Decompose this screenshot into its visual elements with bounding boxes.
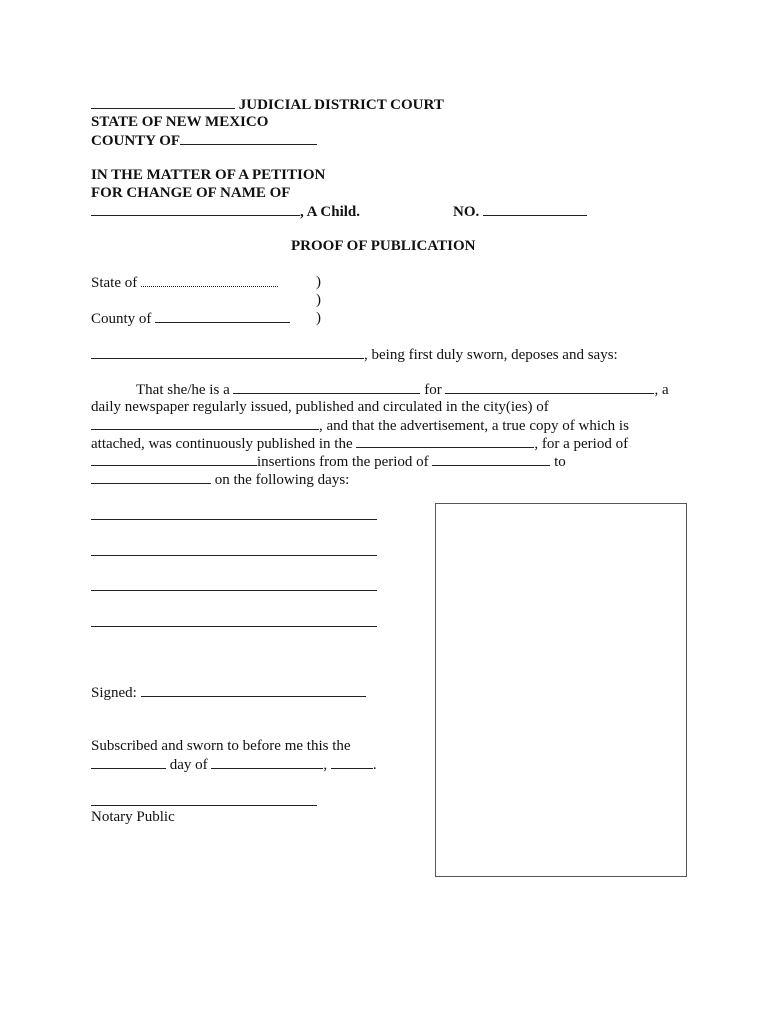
venue-county-label: County of [91,311,152,327]
that-text: That she/he is a [136,382,230,398]
case-number-line [453,202,587,221]
advertisement-box [435,503,687,877]
day-of-text: day of [169,757,208,773]
sworn-text: , being first duly sworn, deposes and says: [364,347,618,363]
role-blank[interactable] [233,380,420,394]
venue-county-blank[interactable] [155,309,290,323]
subscribed-text: Subscribed and sworn to before me this the [91,738,351,754]
venue-state-label: State of [91,275,138,291]
date-line [91,755,377,774]
court-title: JUDICIAL DISTRICT COURT [238,97,444,113]
city-blank[interactable] [91,416,319,430]
signed-label: Signed: [91,685,137,701]
publication-day-line[interactable] [91,555,377,556]
insertions-line [91,452,566,471]
child-label: , A Child. [300,204,361,220]
days-line [91,470,349,489]
role-line [136,380,669,399]
county-label: COUNTY OF [91,133,181,149]
county-blank[interactable] [180,131,317,145]
newspaper-blank[interactable] [445,380,654,394]
year-blank[interactable] [331,755,373,769]
paren-1: ) [316,274,321,290]
venue-state-line [91,273,278,292]
court-line [91,95,444,114]
publication-day-line[interactable] [91,519,377,520]
caption-line-1: IN THE MATTER OF A PETITION [91,167,326,183]
newspaper-text: daily newspaper regularly issued, published and circulated in the city(ies) of [91,399,549,415]
signed-line [91,683,366,702]
venue-county-line [91,309,290,328]
county-line [91,131,317,150]
for-text: for [424,382,442,398]
affiant-name-blank[interactable] [91,345,364,359]
insertions-blank[interactable] [91,452,257,466]
city-line [91,416,629,435]
to-text: to [554,454,566,470]
published-line [91,434,628,453]
child-name-line [91,202,360,221]
period-to-blank[interactable] [91,470,211,484]
paren-3: ) [316,310,321,326]
case-number-blank[interactable] [483,202,587,216]
state-heading: STATE OF NEW MEXICO [91,114,269,130]
insertions-text: insertions from the period of [257,454,429,470]
signature-blank[interactable] [141,683,366,697]
a-text: , a [654,382,669,398]
period-from-blank[interactable] [432,452,550,466]
attached-text: attached, was continuously published in the [91,436,353,452]
advert-text: , and that the advertisement, a true copy of which is [319,418,629,434]
day-blank[interactable] [91,755,166,769]
paren-2: ) [316,292,321,308]
notary-signature-line[interactable] [91,805,317,806]
period-text: , for a period of [534,436,629,452]
publication-day-line[interactable] [91,590,377,591]
affiant-line [91,345,618,364]
month-blank[interactable] [211,755,323,769]
publication-blank[interactable] [356,434,534,448]
document-title: PROOF OF PUBLICATION [291,238,476,254]
caption-line-2: FOR CHANGE OF NAME OF [91,185,291,201]
notary-label: Notary Public [91,809,175,825]
date-period: . [372,757,377,773]
date-comma: , [323,757,328,773]
district-number-blank[interactable] [91,95,235,109]
venue-state-blank[interactable] [141,273,278,287]
days-text: on the following days: [214,472,350,488]
publication-day-line[interactable] [91,626,377,627]
child-name-blank[interactable] [91,202,300,216]
case-number-label: NO. [453,204,480,220]
